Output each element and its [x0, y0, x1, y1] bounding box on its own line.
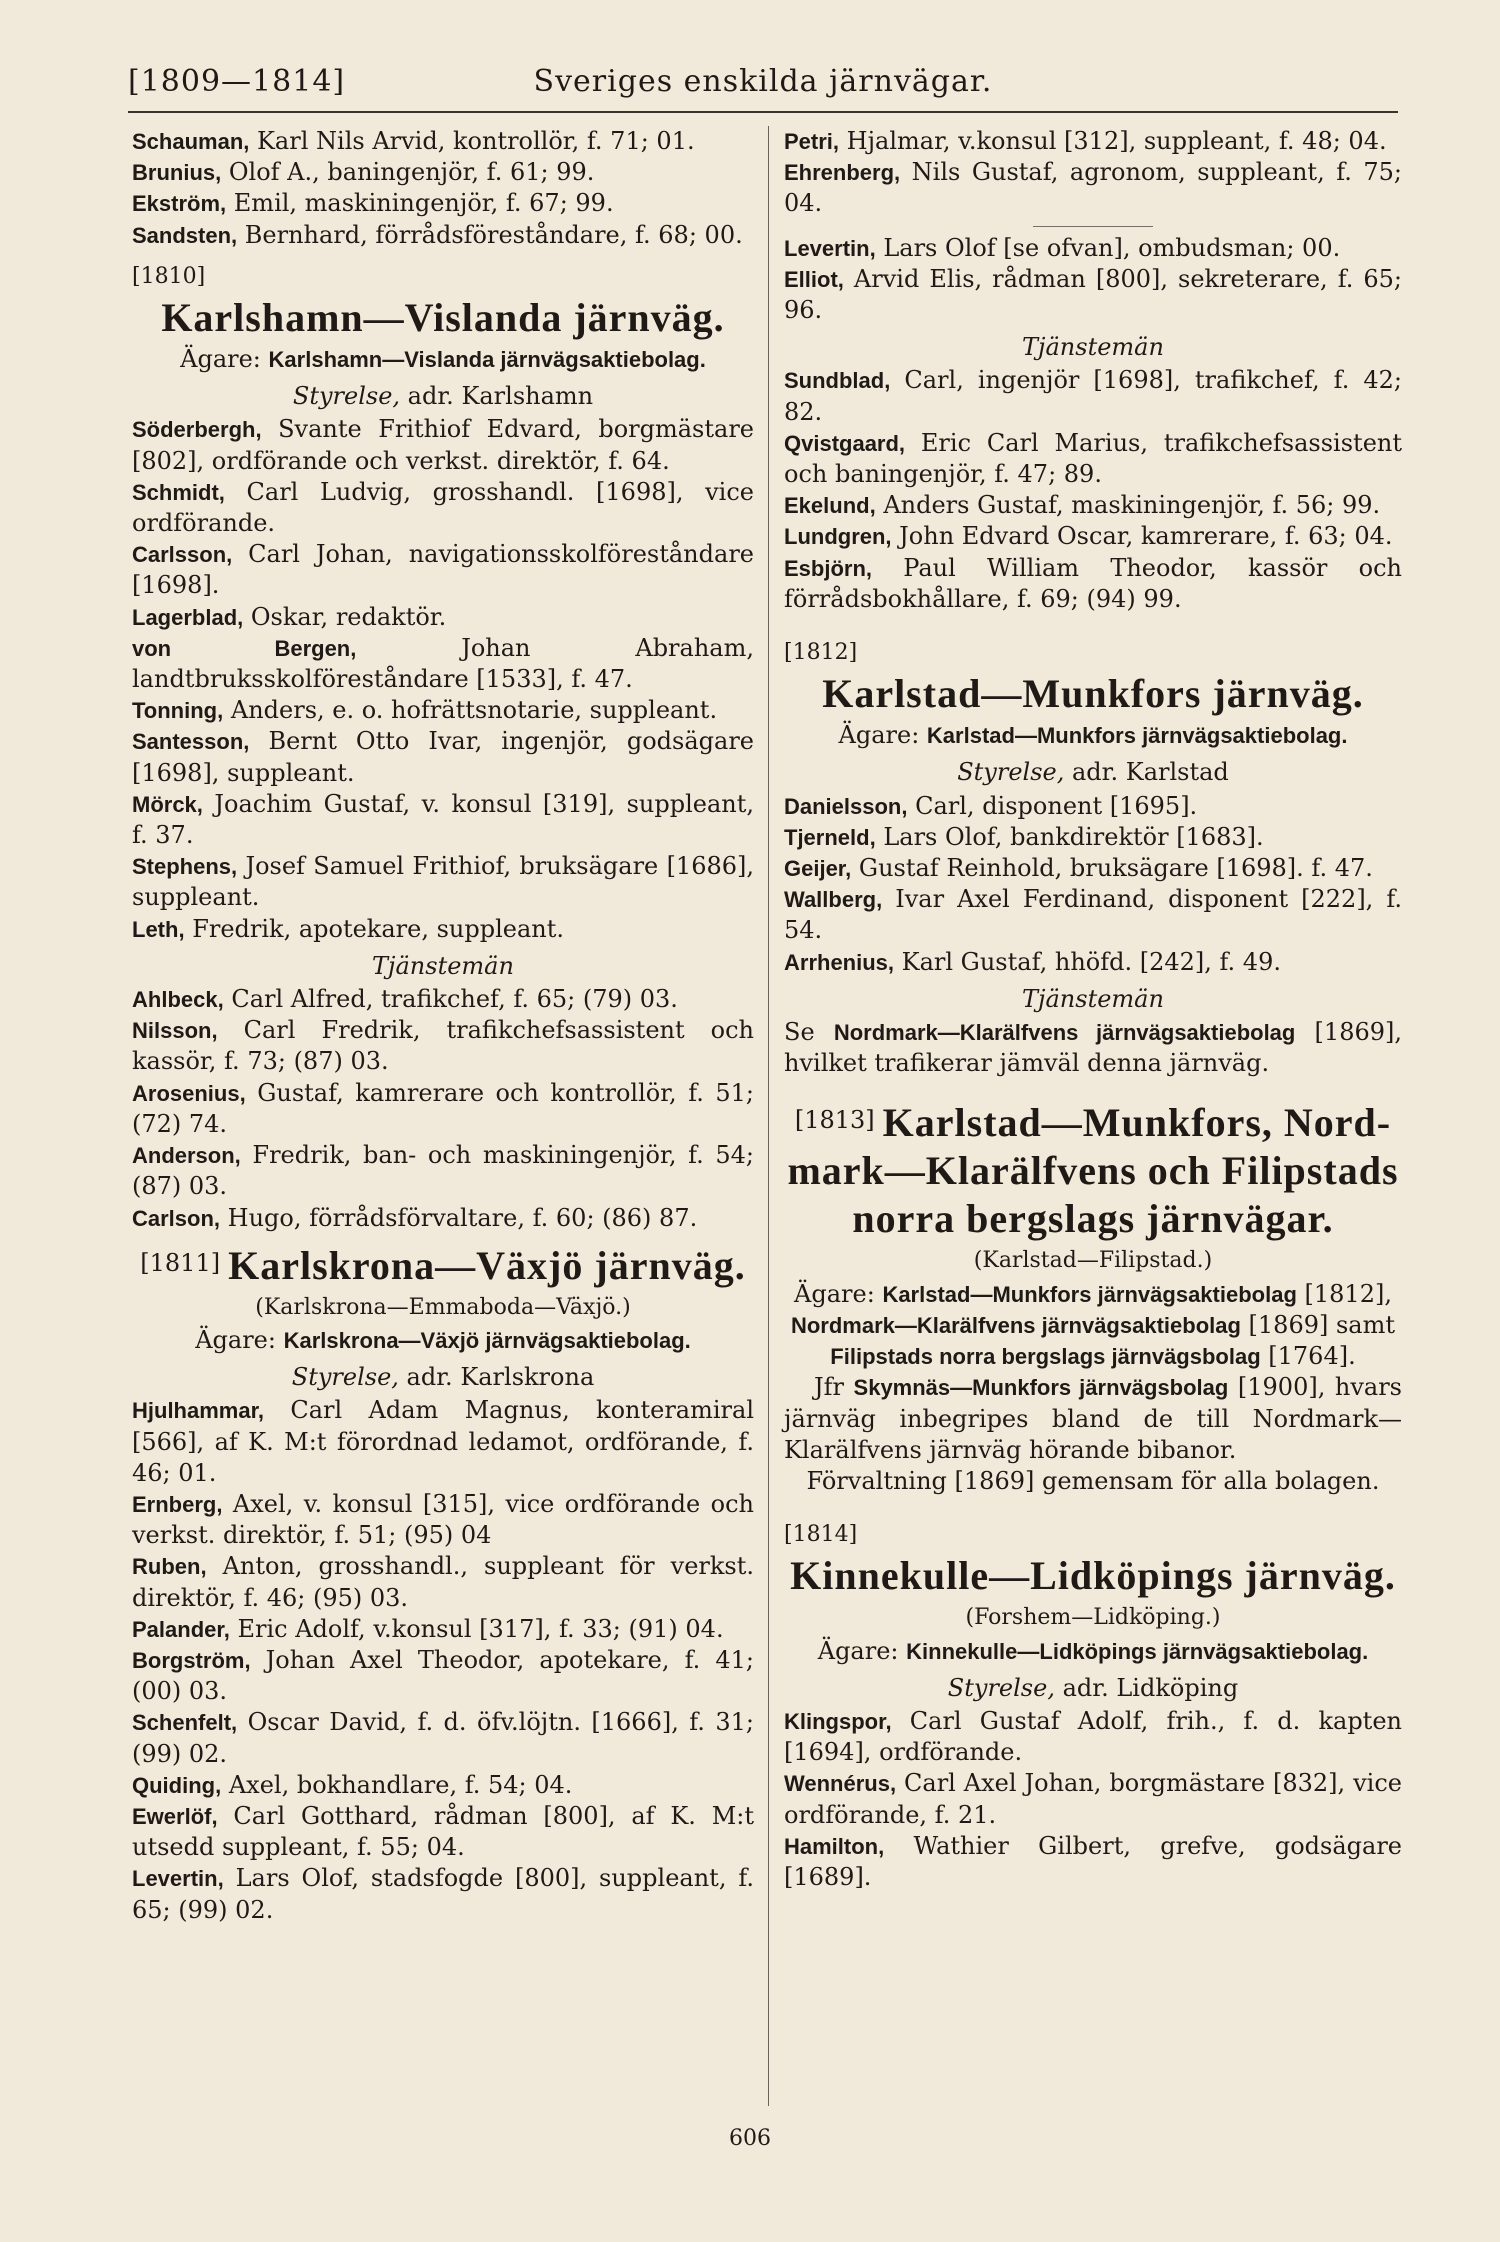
entry — [784, 553, 1402, 615]
section-1812 — [784, 637, 1402, 1079]
entry-text: Lars Olof [se ofvan], ombudsman; 00. — [875, 233, 1341, 262]
owner-name: Karlstad—Munkfors järnvägsaktiebolag. — [926, 723, 1348, 749]
owner-line — [784, 720, 1402, 751]
entry-name: von Bergen, — [132, 635, 357, 661]
entry-text: Axel, v. konsul [315], vice ordförande och verkst. direktör, f. 51; (95) 04 — [132, 1489, 754, 1550]
owner-line — [784, 1279, 1402, 1373]
entry-name: Ewerlöf, — [132, 1803, 218, 1829]
entry-text: Arvid Elis, rådman [800], sekreterare, f. 65; 96. — [784, 264, 1402, 325]
board-label: Styrelse, — [947, 1673, 1055, 1702]
entry — [132, 726, 754, 788]
section-1814 — [784, 1519, 1402, 1893]
section-heading — [132, 1244, 754, 1288]
entry-name: Schmidt, — [132, 479, 225, 505]
entry-text: Joachim Gustaf, v. konsul [319], suppleant, f. 37. — [132, 789, 754, 850]
administration-note: Förvaltning [1869] gemensam för alla bolagen. — [806, 1466, 1380, 1495]
entry-text: Carl Adam Magnus, konteramiral [566], af K. M:t förordnad ledamot, ordförande, f. 46; 01. — [132, 1396, 754, 1487]
owner-name: Karlshamn—Vislanda järnvägsaktiebolag. — [268, 347, 706, 373]
entry — [784, 521, 1402, 552]
entry-text: Lars Olof, bankdirektör [1683]. — [875, 822, 1264, 851]
entry-name: Tjerneld, — [784, 824, 876, 850]
entry-text: Carl Ludvig, grosshandl. [1698], vice ordförande. — [132, 477, 754, 538]
owner-company-1: Karlstad—Munkfors järnvägsaktiebolag — [882, 1281, 1297, 1307]
header-rule — [128, 111, 1398, 113]
board-heading — [132, 381, 754, 412]
entry — [784, 853, 1402, 884]
entry-name: Wallberg, — [784, 887, 883, 913]
entry-text: Carl Gustaf Adolf, frih., f. d. kapten [1694], ordförande. — [784, 1706, 1402, 1767]
entry-name: Anderson, — [132, 1143, 241, 1169]
entry — [132, 1015, 754, 1077]
entry — [132, 1203, 754, 1234]
entry — [784, 791, 1402, 822]
entry — [784, 365, 1402, 427]
entry-text: Johan Axel Theodor, apotekare, f. 41; (00) 03. — [132, 1645, 754, 1706]
entry — [784, 1831, 1402, 1893]
entry-name: Wennérus, — [784, 1771, 897, 1797]
board-label: Styrelse, — [291, 1363, 399, 1392]
entry-name: Qvistgaard, — [784, 430, 906, 456]
entry-text: Axel, bokhandlare, f. 54; 04. — [221, 1770, 573, 1799]
entry-text: Hjalmar, v.konsul [312], suppleant, f. 48; 04. — [839, 127, 1387, 155]
entry-text: Anders, e. o. hofrättsnotarie, suppleant. — [223, 696, 718, 725]
entry — [132, 695, 754, 726]
entry-text: Carl Gotthard, rådman [800], af K. M:t utsedd suppleant, f. 55; 04. — [132, 1801, 754, 1862]
separator-rule — [1033, 226, 1153, 227]
entry — [132, 1489, 754, 1551]
entry-name: Ehrenberg, — [784, 160, 901, 186]
section-number: [1812] — [784, 640, 858, 666]
entry — [132, 477, 754, 539]
entry-text: Anton, grosshandl., suppleant för verkst. direktör, f. 46; (95) 03. — [132, 1552, 754, 1612]
staff-heading: Tjänstemän — [372, 951, 514, 980]
entry-name: Geijer, — [784, 856, 852, 882]
entry-name: Nilsson, — [132, 1018, 218, 1044]
entry-text: Carl Alfred, trafikchef, f. 65; (79) 03. — [223, 985, 678, 1014]
section-number: [1811] — [140, 1248, 221, 1277]
entry — [132, 984, 754, 1015]
entry-name: Schauman, — [132, 129, 250, 154]
entry — [132, 1395, 754, 1489]
entry — [784, 490, 1402, 521]
cross-reference — [784, 1372, 1402, 1466]
entry — [784, 1706, 1402, 1768]
board-address: adr. Karlskrona — [406, 1363, 595, 1392]
page-number: 606 — [729, 2126, 771, 2151]
entry — [132, 126, 754, 157]
entry-text: Nils Gustaf, agronom, suppleant, f. 75; 04. — [784, 158, 1402, 218]
entry-name: Hjulhammar, — [132, 1398, 265, 1424]
entry-name: Ernberg, — [132, 1491, 223, 1517]
entry-text: Fredrik, ban- och maskiningenjör, f. 54; (87) 03. — [132, 1141, 754, 1201]
cross-reference — [784, 1017, 1402, 1079]
entry-name: Levertin, — [132, 1866, 224, 1892]
owner-ref-3: [1764]. — [1260, 1342, 1356, 1371]
entry-name: Elliot, — [784, 266, 844, 292]
entry-name: Petri, — [784, 129, 840, 154]
entry-list — [132, 126, 754, 251]
entry — [132, 1551, 754, 1613]
section-title-line-2: mark—Klarälfvens och Filipstads — [787, 1148, 1399, 1194]
board-heading — [784, 1673, 1402, 1704]
owner-line — [784, 1636, 1402, 1667]
entry-text: Olof A., baningenjör, f. 61; 99. — [221, 158, 595, 187]
entry-name: Levertin, — [784, 235, 876, 261]
section-1810 — [132, 261, 754, 1234]
board-heading — [784, 757, 1402, 788]
owner-label: Ägare: — [838, 721, 920, 750]
entry-text: Gustaf, kamrerare och kontrollör, f. 51; (72) 74. — [132, 1078, 754, 1138]
entry-text: Bernhard, förrådsföreståndare, f. 68; 00. — [237, 220, 743, 249]
entry-name: Ruben, — [132, 1554, 207, 1580]
jfr-company: Skymnäs—Munkfors järnvägsbolag — [853, 1375, 1229, 1401]
entry-name: Ekelund, — [784, 493, 876, 519]
column-divider — [768, 126, 769, 2106]
jfr-prefix: Jfr — [814, 1373, 854, 1402]
entry — [784, 233, 1402, 264]
section-number: [1813] — [794, 1106, 875, 1135]
entry — [132, 539, 754, 601]
entry-name: Carlsson, — [132, 542, 233, 568]
entry-name: Söderbergh, — [132, 417, 262, 443]
owner-name: Karlskrona—Växjö järnvägsaktiebolag. — [283, 1327, 691, 1353]
entry-name: Carlson, — [132, 1205, 221, 1231]
jfr-suffix: [1900], hvars järnväg inbegripes bland de till Nordmark—Klarälfvens järnväg hörande bibanor. — [784, 1373, 1402, 1464]
entry — [132, 1707, 754, 1769]
owner-company-3: Filipstads norra bergslags järnvägsbolag — [830, 1344, 1261, 1370]
entry — [132, 188, 754, 219]
entry — [132, 414, 754, 476]
entry-text: Eric Adolf, v.konsul [317], f. 33; (91) 04. — [229, 1614, 724, 1643]
entry-text: Gustaf Reinhold, bruksägare [1698]. f. 47. — [851, 854, 1373, 883]
owner-label: Ägare: — [794, 1279, 875, 1308]
section-1811 — [132, 1244, 754, 1926]
owner-ref-1: [1812], — [1296, 1279, 1392, 1308]
entry-name: Klingspor, — [784, 1708, 892, 1734]
entry-name: Hamilton, — [784, 1833, 885, 1859]
entry-text: Wathier Gilbert, grefve, godsägare [1689]. — [784, 1831, 1402, 1891]
entry — [784, 884, 1402, 946]
entry-name: Leth, — [132, 916, 185, 942]
entry-name: Lundgren, — [784, 524, 892, 550]
entry — [132, 1770, 754, 1801]
board-address: adr. Karlshamn — [407, 382, 594, 411]
entry — [784, 822, 1402, 853]
entry — [132, 157, 754, 188]
section-number: [1814] — [784, 1522, 858, 1548]
note-company: Nordmark—Klarälfvens järnvägsaktiebolag — [833, 1020, 1296, 1046]
entry-name: Borgström, — [132, 1647, 251, 1673]
entry-text: Svante Frithiof Edvard, borgmästare [802], ordförande och verkst. direktör, f. 64. — [132, 415, 754, 475]
section-route: (Forshem—Lidköping.) — [965, 1605, 1221, 1631]
entry-text: Karl Gustaf, hhöfd. [242], f. 49. — [894, 947, 1281, 976]
entry-name: Quiding, — [132, 1772, 222, 1798]
entry-name: Mörck, — [132, 791, 203, 817]
board-address: adr. Lidköping — [1062, 1673, 1239, 1702]
entry-text: Emil, maskiningenjör, f. 67; 99. — [226, 189, 614, 218]
note-prefix: Se — [784, 1018, 834, 1047]
entry-name: Danielsson, — [784, 793, 908, 819]
owner-name: Kinnekulle—Lidköpings järnvägsaktiebolag. — [906, 1638, 1369, 1664]
section-1813 — [784, 1101, 1402, 1497]
entry-text: Karl Nils Arvid, kontrollör, f. 71; 01. — [249, 127, 695, 155]
note-suffix: [1869], hvilket trafikerar jämväl denna järnväg. — [784, 1018, 1402, 1078]
running-header — [128, 64, 1398, 108]
entry — [132, 1863, 754, 1925]
entry-text: Fredrik, apotekare, suppleant. — [184, 914, 565, 943]
entry-name: Santesson, — [132, 729, 250, 755]
section-title: Karlskrona—Växjö järnväg. — [228, 1242, 746, 1288]
entry — [132, 1614, 754, 1645]
entry — [132, 789, 754, 851]
entry — [784, 126, 1402, 157]
entry — [132, 1078, 754, 1140]
entry-name: Sundblad, — [784, 368, 891, 394]
owner-label: Ägare: — [180, 345, 261, 374]
section-title: Karlstad—Munkfors järnväg. — [822, 671, 1364, 717]
entry-name: Arrhenius, — [784, 949, 895, 975]
section-heading — [784, 1101, 1402, 1145]
entry — [132, 1140, 754, 1202]
right-column — [784, 126, 1402, 2106]
entry-text: Anders Gustaf, maskiningenjör, f. 56; 99. — [875, 491, 1381, 520]
entry-name: Ekström, — [132, 191, 227, 217]
owner-line — [132, 1325, 754, 1356]
left-column — [132, 126, 754, 2106]
board-label: Styrelse, — [292, 382, 401, 411]
section-route: (Karlskrona—Emmaboda—Växjö.) — [255, 1294, 631, 1320]
section-number: [1810] — [132, 263, 206, 289]
entry-name: Palander, — [132, 1616, 230, 1642]
entry-text: Josef Samuel Frithiof, bruksägare [1686], suppleant. — [132, 852, 754, 912]
owner-label: Ägare: — [195, 1325, 276, 1354]
entry — [132, 633, 754, 695]
board-address: adr. Karlstad — [1072, 758, 1229, 787]
entry-text: Lars Olof, stadsfogde [800], suppleant, f. 65; (99) 02. — [132, 1864, 754, 1924]
owner-line — [132, 344, 754, 375]
entry — [132, 851, 754, 913]
entry-text: Bernt Otto Ivar, ingenjör, godsägare [1698], suppleant. — [132, 727, 754, 787]
entry-text: Carl Fredrik, trafikchefsassistent och kassör, f. 73; (87) 03. — [132, 1016, 754, 1076]
header-title: Sveriges enskilda järnvägar. — [533, 64, 993, 99]
entry-text: Carl Johan, navigationsskolföreståndare [1698]. — [132, 540, 754, 600]
entry-name: Schenfelt, — [132, 1710, 238, 1736]
board-label: Styrelse, — [957, 758, 1065, 787]
entry — [784, 947, 1402, 978]
entry-name: Ahlbeck, — [132, 987, 224, 1013]
entry-text: Carl, ingenjör [1698], trafikchef, f. 42; 82. — [784, 366, 1402, 426]
section-title-line-3: norra bergslags järnvägar. — [852, 1196, 1334, 1242]
section-route: (Karlstad—Filipstad.) — [973, 1248, 1213, 1274]
owner-ref-2: [1869] samt — [1240, 1310, 1396, 1339]
entry-name: Tonning, — [132, 698, 224, 724]
entry-name: Arosenius, — [132, 1080, 246, 1106]
entry — [784, 157, 1402, 219]
owner-label: Ägare: — [817, 1636, 899, 1665]
entry — [132, 1645, 754, 1707]
entry-text: Ivar Axel Ferdinand, disponent [222], f. 54. — [784, 885, 1402, 945]
board-heading — [132, 1362, 754, 1393]
entry-name: Lagerblad, — [132, 604, 244, 630]
entry-name: Sandsten, — [132, 222, 238, 248]
entry-name: Esbjörn, — [784, 555, 873, 581]
entry — [132, 914, 754, 945]
section-title: Karlshamn—Vislanda järnväg. — [161, 295, 725, 341]
entry — [132, 602, 754, 633]
entry-name: Stephens, — [132, 854, 238, 880]
entry — [132, 220, 754, 251]
entry-text: Carl, disponent [1695]. — [907, 791, 1198, 820]
entry-text: Paul William Theodor, kassör och förrådsbokhållare, f. 69; (94) 99. — [784, 553, 1402, 613]
entry-text: Oskar, redaktör. — [243, 602, 447, 631]
entry — [784, 428, 1402, 490]
entry-text: Eric Carl Marius, trafikchefsassistent och baningenjör, f. 47; 89. — [784, 428, 1402, 489]
entry-text: Johan Abraham, landtbruksskolföreståndare [1533], f. 47. — [132, 633, 754, 694]
entry-text: Hugo, förrådsförvaltare, f. 60; (86) 87. — [220, 1203, 698, 1232]
entry — [784, 1768, 1402, 1830]
entry-text: Carl Axel Johan, borgmästare [832], vice ordförande, f. 21. — [784, 1769, 1402, 1829]
entry-text: Oscar David, f. d. öfv.löjtn. [1666], f. 31; (99) 02. — [132, 1708, 754, 1768]
section-title-line-1: Karlstad—Munkfors, Nord- — [882, 1100, 1392, 1146]
entry — [784, 264, 1402, 326]
staff-heading: Tjänstemän — [1022, 333, 1164, 362]
entry-text: John Edvard Oscar, kamrerare, f. 63; 04. — [891, 522, 1393, 551]
entry — [132, 1801, 754, 1863]
staff-heading: Tjänstemän — [1022, 984, 1164, 1013]
header-range: [1809—1814] — [128, 64, 346, 99]
entry-name: Brunius, — [132, 160, 222, 186]
owner-company-2: Nordmark—Klarälfvens järnvägsaktiebolag — [790, 1312, 1241, 1338]
section-title: Kinnekulle—Lidköpings järnväg. — [790, 1553, 1396, 1599]
